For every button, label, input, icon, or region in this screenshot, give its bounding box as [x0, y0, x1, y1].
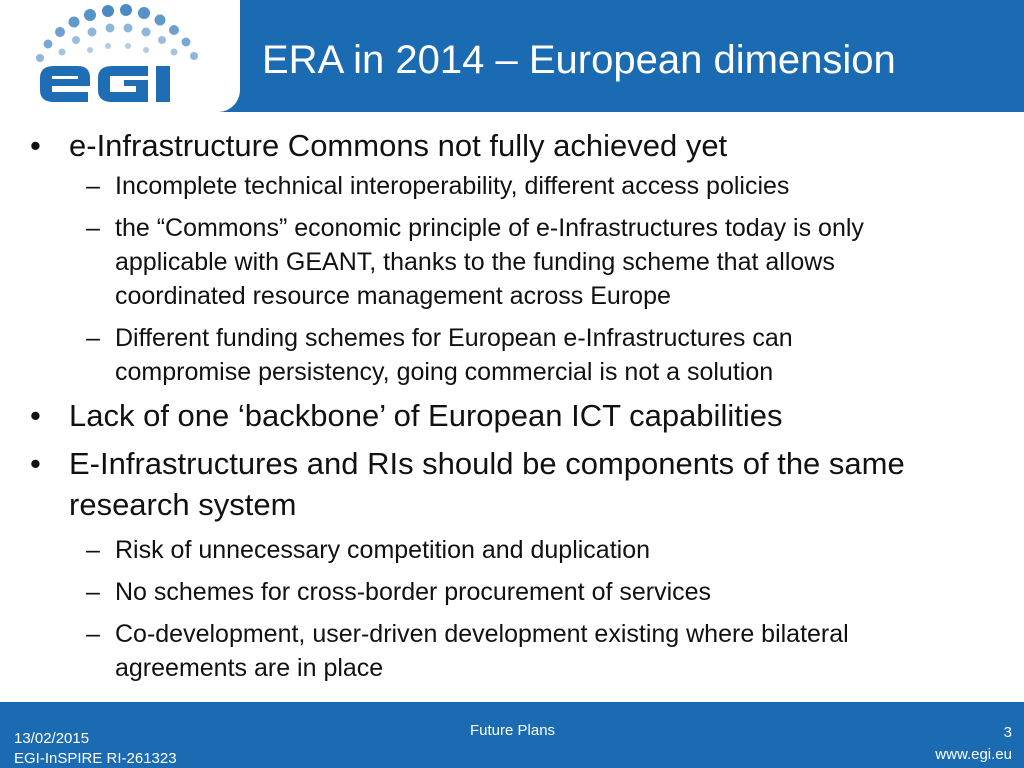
slide-title: ERA in 2014 – European dimension: [262, 38, 896, 82]
sub-bullet-text: Co-development, user-driven development existing where bilateral: [115, 620, 849, 648]
egi-logo-icon: [20, 0, 220, 112]
sub-bullet-marker: –: [86, 578, 100, 606]
sub-bullet-text: Different funding schemes for European e-Infrastructures can: [115, 324, 793, 352]
sub-bullet-text: compromise persistency, going commercial is not a solution: [115, 358, 774, 386]
bullet-marker: •: [30, 446, 41, 481]
slide-header: [0, 0, 1024, 112]
sub-bullet-text: coordinated resource management across Europe: [115, 282, 671, 310]
sub-bullet-text: the “Commons” economic principle of e-Infrastructures today is only: [115, 214, 864, 242]
bullet-text: research system: [69, 487, 297, 522]
sub-bullet-marker: –: [86, 172, 100, 200]
footer-url: www.egi.eu: [935, 746, 1012, 763]
egi-logo: [0, 0, 240, 112]
bullet-text: e-Infrastructure Commons not fully achieved yet: [69, 128, 728, 163]
sub-bullet-marker: –: [86, 536, 100, 564]
sub-bullet-marker: –: [86, 214, 100, 242]
footer-section-title: Future Plans: [470, 722, 556, 739]
sub-bullet-marker: –: [86, 620, 100, 648]
sub-bullet-text: applicable with GEANT, thanks to the funding scheme that allows: [115, 248, 835, 276]
sub-bullet-text: agreements are in place: [115, 654, 384, 682]
footer-project-id: EGI-InSPIRE RI-261323: [14, 750, 177, 767]
bullet-marker: •: [30, 128, 41, 163]
footer-date: 13/02/2015: [14, 730, 90, 747]
bullet-text: Lack of one ‘backbone’ of European ICT capabilities: [69, 398, 783, 433]
bullet-marker: •: [30, 398, 41, 433]
sub-bullet-text: Risk of unnecessary competition and duplication: [115, 536, 651, 564]
sub-bullet-marker: –: [86, 324, 100, 352]
slide-content: [0, 112, 1024, 702]
page-number: 3: [1003, 724, 1012, 741]
sub-bullet-text: No schemes for cross-border procurement of services: [115, 578, 712, 606]
bullet-text: E-Infrastructures and RIs should be components of the same: [69, 446, 905, 481]
sub-bullet-text: Incomplete technical interoperability, different access policies: [115, 172, 790, 200]
slide-footer: [0, 702, 1024, 768]
